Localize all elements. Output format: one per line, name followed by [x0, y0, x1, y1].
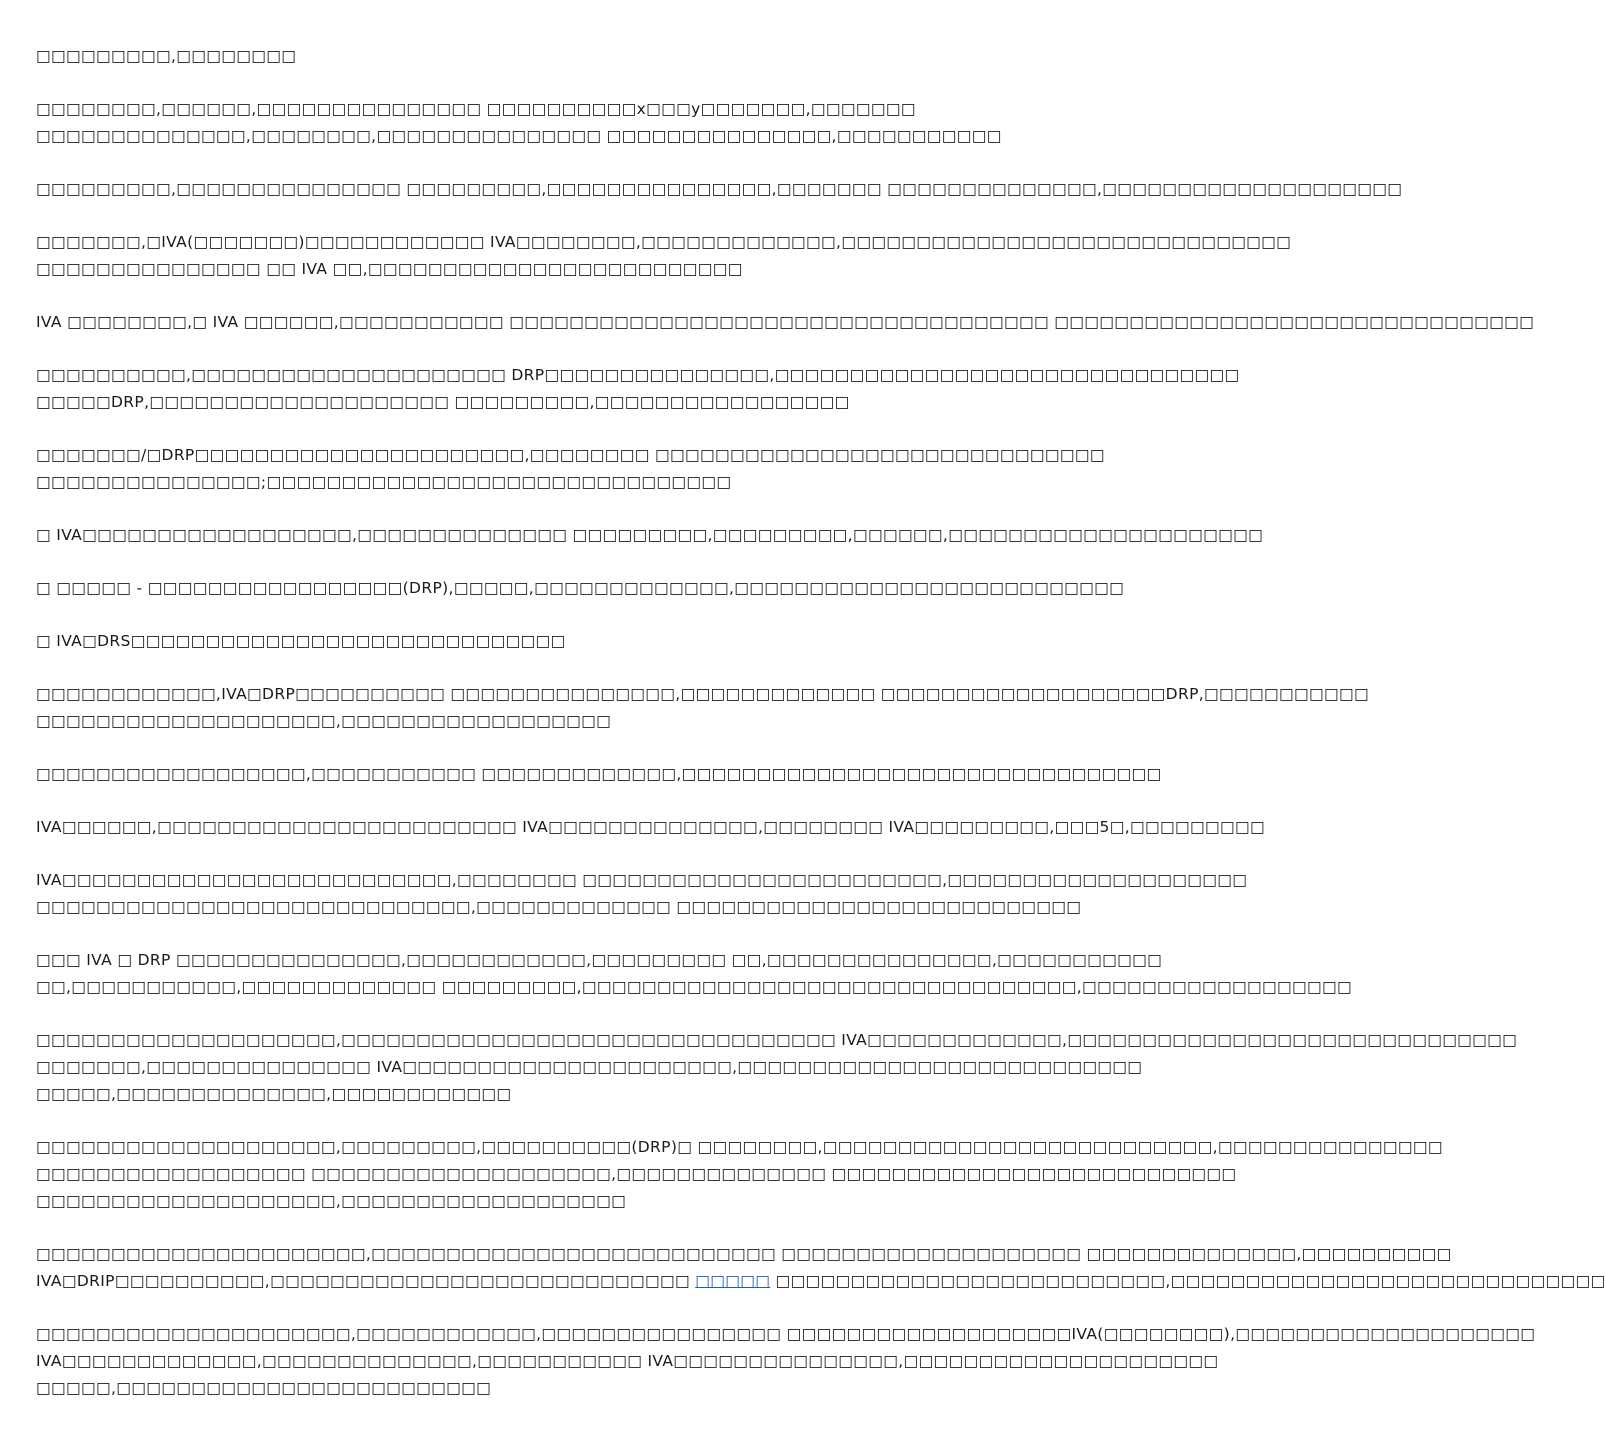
text-line: IVA□□□□□□□□□□□□□,□□□□□□□□□□□□□□,□□□□□□□□□□□ IVA□□□□□□□□□□□□□□□,□□□□□□□□□□□□□□□□□□□□□ [36, 1352, 1219, 1370]
paragraph [36, 1027, 1518, 1108]
paragraph [36, 522, 1264, 549]
paragraph [36, 681, 1370, 735]
text-line: □□□□□□□,□□□□□□□□□□□□□□□ IVA□□□□□□□□□□□□□□□□□□□□□□,□□□□□□□□□□□□□□□□□□□□□□□□□□□ [36, 1058, 1143, 1076]
paragraph [36, 1241, 1605, 1295]
text-line: □ □□□□□ - □□□□□□□□□□□□□□□□□(DRP),□□□□□,□□□□□□□□□□□□□,□□□□□□□□□□□□□□□□□□□□□□□□□□ [36, 579, 1125, 597]
text-line: □□□□□□□□□,□□□□□□□□ [36, 47, 297, 65]
paragraph [36, 96, 1002, 150]
text-line: □□□ IVA □ DRP □□□□□□□□□□□□□□□,□□□□□□□□□□□□,□□□□□□□□□ □□,□□□□□□□□□□□□□□□,□□□□□□□□□□□ [36, 951, 1163, 969]
text-line: □□□□□□□/□DRP□□□□□□□□□□□□□□□□□□□□□□,□□□□□□□□ □□□□□□□□□□□□□□□□□□□□□□□□□□□□□□ [36, 446, 1105, 464]
text-line: IVA□□□□□□□□□□□□□□□□□□□□□□□□□□,□□□□□□□□ □□□□□□□□□□□□□□□□□□□□□□□□,□□□□□□□□□□□□□□□□□□□□ [36, 871, 1248, 889]
text-line: □□□□□□□□□□□□□□□□□□□□,□□□□□□□□□□□□□□□□□□□□□□□□□□□□□□□□□ IVA□□□□□□□□□□□□□,□□□□□□□□□□□□□□□□□□□□□□□□□□□□□□ [36, 1031, 1518, 1049]
text-line: □□□□□,□□□□□□□□□□□□□□,□□□□□□□□□□□□ [36, 1085, 512, 1103]
paragraph [36, 362, 1240, 416]
paragraph [36, 309, 1535, 336]
text-line: □□,□□□□□□□□□□□,□□□□□□□□□□□□□ □□□□□□□□□,□□□□□□□□□□□□□□□□□□□□□□□□□□□□□□□□□,□□□□□□□□□□□□□□□□□□ [36, 978, 1352, 996]
text-segment: IVA□DRIP□□□□□□□□□□,□□□□□□□□□□□□□□□□□□□□□□□□□□□□ [36, 1272, 690, 1290]
text-line: IVA□□□□□□,□□□□□□□□□□□□□□□□□□□□□□□□ IVA□□□□□□□□□□□□□□,□□□□□□□□ IVA□□□□□□□□□,□□□5□,□□□□□□□□□ [36, 818, 1265, 836]
text-line: □□□□□□□□□,□□□□□□□□□□□□□□□ □□□□□□□□□,□□□□□□□□□□□□□□□,□□□□□□□ □□□□□□□□□□□□□□,□□□□□□□□□□□□□□□□□□□□ [36, 180, 1403, 198]
text-line: □□□□□□□□□□,□□□□□□□□□□□□□□□□□□□□□ DRP□□□□□□□□□□□□□□□,□□□□□□□□□□□□□□□□□□□□□□□□□□□□□□□ [36, 366, 1240, 384]
text-line: □ IVA□DRS□□□□□□□□□□□□□□□□□□□□□□□□□□□□□ [36, 632, 566, 650]
paragraph [36, 867, 1248, 921]
paragraph [36, 176, 1403, 203]
text-line: □□□□□□□□□□□□□□,□□□□□□□□,□□□□□□□□□□□□□□□ □□□□□□□□□□□□□□□,□□□□□□□□□□□ [36, 127, 1002, 145]
text-line: □□□□□□□□□□□□□□□□□□□□,□□□□□□□□□□□□□□□□□□□ [36, 1192, 627, 1210]
paragraph [36, 761, 1162, 788]
paragraph [36, 628, 988, 655]
text-line: □□□□□□□□□□□□□□□□□□□□□□□□□□□□□,□□□□□□□□□□□□□ □□□□□□□□□□□□□□□□□□□□□□□□□□□ [36, 898, 1082, 916]
paragraph [36, 229, 1292, 283]
paragraph [36, 575, 1125, 602]
text-line: □□□□□□□□□□□□□□□□□□□□,□□□□□□□□□,□□□□□□□□□□(DRP)□ □□□□□□□□,□□□□□□□□□□□□□□□□□□□□□□□□□□,□□□□□□□□□□□□□□□ [36, 1138, 1443, 1156]
text-line: □□□□□□□□,□□□□□□,□□□□□□□□□□□□□□□ □□□□□□□□□□x□□□y□□□□□□□,□□□□□□□ [36, 100, 916, 118]
paragraph [36, 814, 1265, 841]
paragraph [36, 1134, 1443, 1215]
text-line: □□□□□□□□□□□□□□□□□□ □□□□□□□□□□□□□□□□□□□□,□□□□□□□□□□□□□□ □□□□□□□□□□□□□□□□□□□□□□□□□□□ [36, 1165, 1237, 1183]
text-line: □□□□□,□□□□□□□□□□□□□□□□□□□□□□□□□ [36, 1379, 492, 1397]
text-line: □□□□□□□□□□□□□□□□□□□□,□□□□□□□□□□□□□□□□□□ [36, 712, 612, 730]
text-line: □ IVA□□□□□□□□□□□□□□□□□□,□□□□□□□□□□□□□□ □□□□□□□□□,□□□□□□□□□,□□□□□□,□□□□□□□□□□□□□□□□□□□□□ [36, 526, 1264, 544]
paragraph [36, 947, 1352, 1001]
inline-link[interactable]: □□□□□ [695, 1272, 771, 1290]
text-line: □□□□□□□□□□□□□□□□□□□□□,□□□□□□□□□□□□,□□□□□□□□□□□□□□□□ □□□□□□□□□□□□□□□□□□□IVA(□□□□□□□□),□□□□□□□□□□□□□□□□□□□□ [36, 1325, 1536, 1343]
text-segment: □□□□□□□□□□□□□□□□□□□□□□□□□□,□□□□□□□□□□□□□□□□□□□□□□□□□□□□□ [775, 1272, 1605, 1290]
text-line: □□□□□□□□□□□□,IVA□DRP□□□□□□□□□□ □□□□□□□□□□□□□□□,□□□□□□□□□□□□□ □□□□□□□□□□□□□□□□□□□DRP,□□□□□□□□□□□ [36, 685, 1370, 703]
paragraph [36, 442, 1105, 496]
text-line: IVA □□□□□□□□,□ IVA □□□□□□,□□□□□□□□□□□ □□□□□□□□□□□□□□□□□□□□□□□□□□□□□□□□□□□□ □□□□□□□□□□□□□□□□□□□□□□□□□□□□□□□□ [36, 313, 1535, 331]
text-line: □□□□□DRP,□□□□□□□□□□□□□□□□□□□□ □□□□□□□□□,□□□□□□□□□□□□□□□□□ [36, 393, 850, 411]
text-line: □□□□□□□□□□□□□□□;□□□□□□□□□□□□□□□□□□□□□□□□□□□□□□□ [36, 473, 732, 491]
text-line: □□□□□□□□□□□□□□□□□□□□□□,□□□□□□□□□□□□□□□□□□□□□□□□□□□ □□□□□□□□□□□□□□□□□□□□ □□□□□□□□□□□□□□,□□□□□□□□□□ [36, 1245, 1452, 1263]
text-line: □□□□□□□□□□□□□□□□□□,□□□□□□□□□□□ □□□□□□□□□□□□□,□□□□□□□□□□□□□□□□□□□□□□□□□□□□□□□□ [36, 765, 1162, 783]
paragraph [36, 43, 988, 70]
text-line [36, 1268, 1605, 1295]
text-line: □□□□□□□□□□□□□□□ □□ IVA □□,□□□□□□□□□□□□□□□□□□□□□□□□□ [36, 260, 743, 278]
text-line: □□□□□□□,□IVA(□□□□□□□)□□□□□□□□□□□□ IVA□□□□□□□□,□□□□□□□□□□□□□,□□□□□□□□□□□□□□□□□□□□□□□□□□□□□□ [36, 233, 1292, 251]
paragraph [36, 1321, 1536, 1402]
